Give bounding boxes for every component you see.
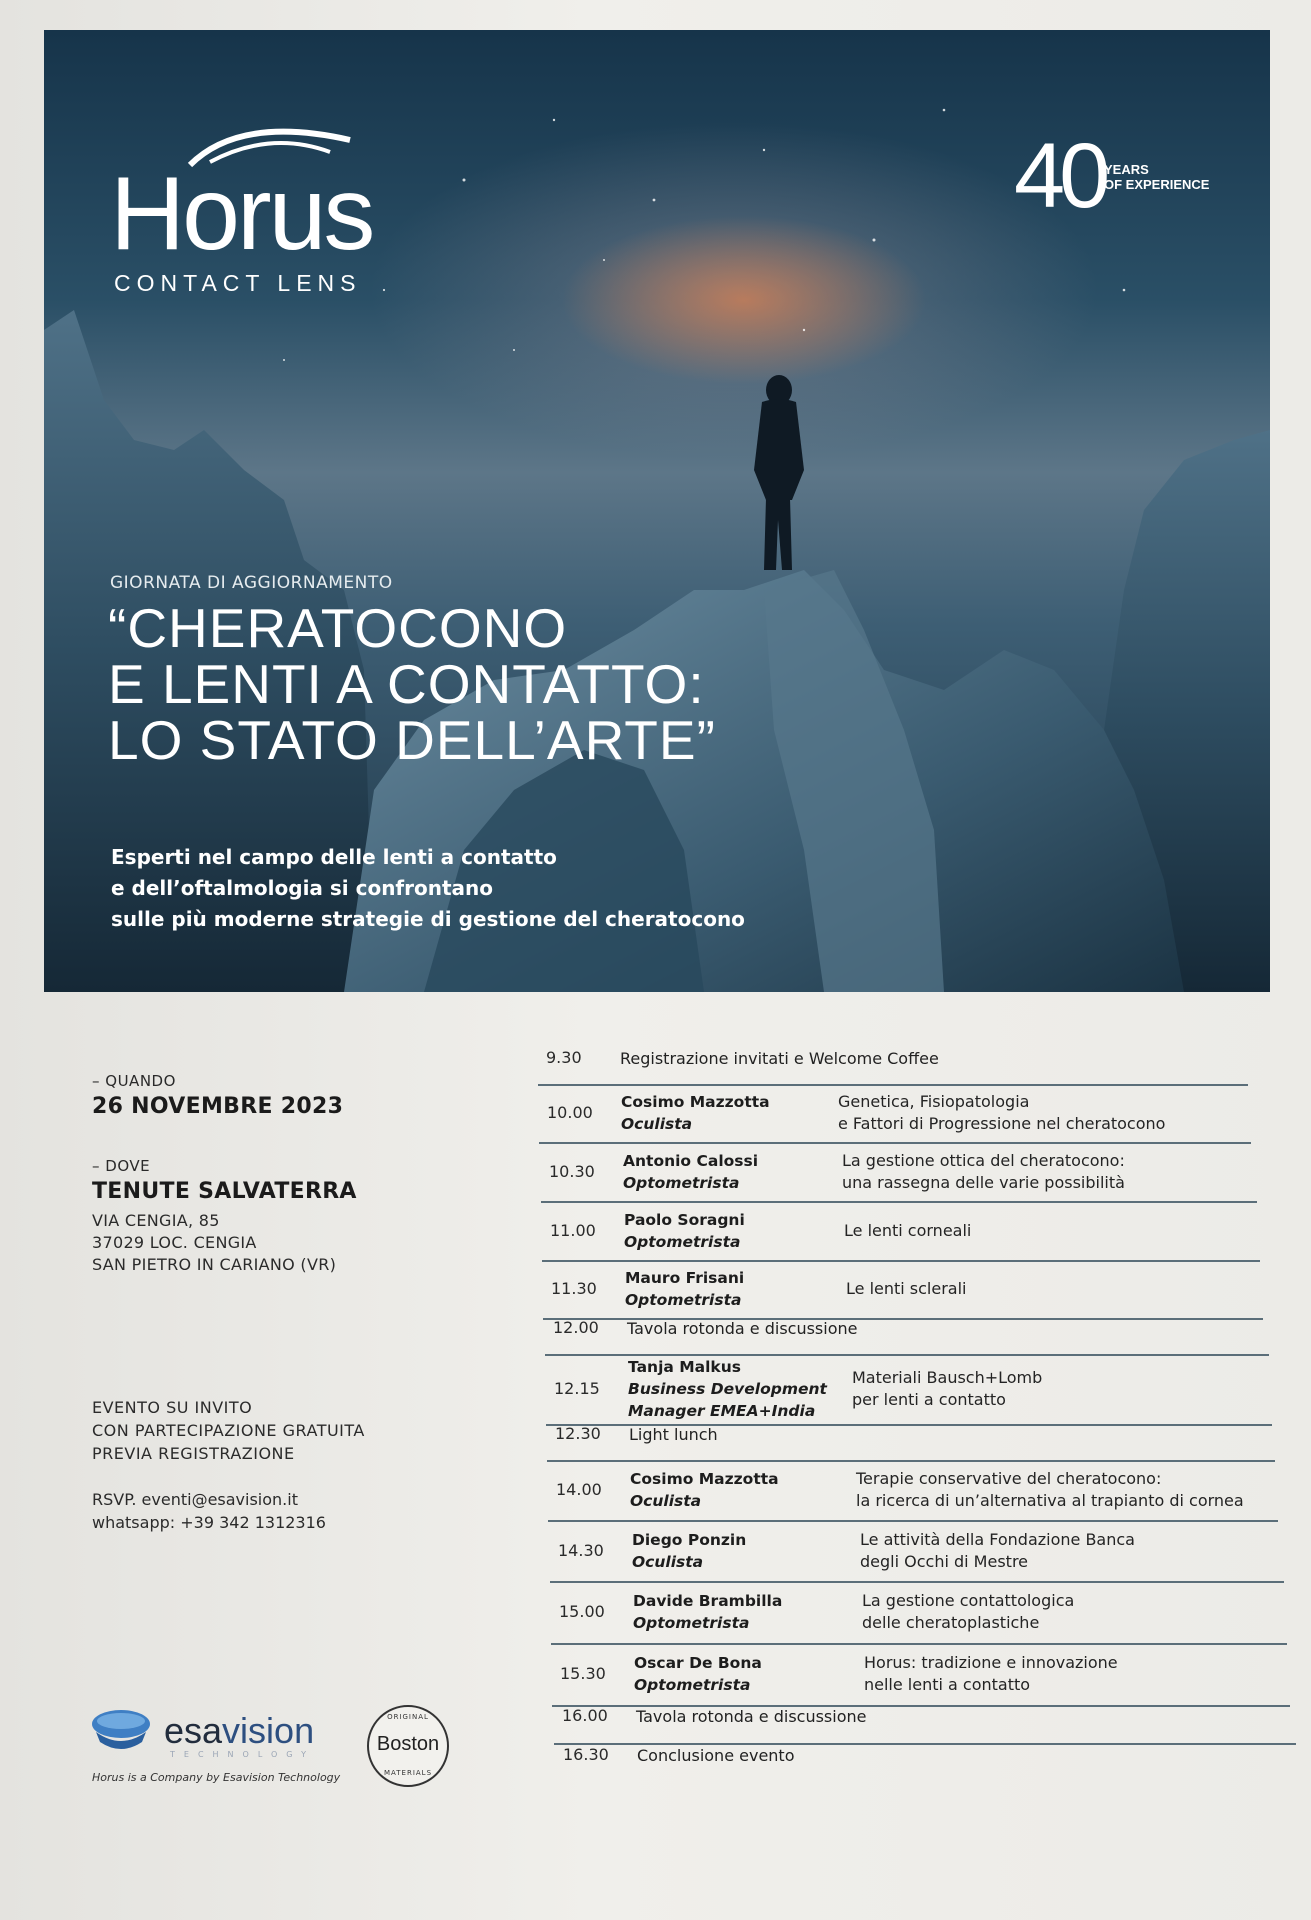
schedule-time: 11.00 (550, 1221, 596, 1240)
when-label: – QUANDO (92, 1072, 176, 1090)
schedule-time: 15.30 (560, 1664, 606, 1683)
talk-topic: Materiali Bausch+Lomb per lenti a contatto (852, 1368, 1043, 1409)
speaker-name: Paolo Soragni (624, 1211, 745, 1229)
invitation-note: EVENTO SU INVITO CON PARTECIPAZIONE GRATUITA PREVIA REGISTRAZIONE (92, 1398, 365, 1463)
speaker-block (630, 1468, 779, 1512)
talk-topic: Le lenti corneali (844, 1221, 972, 1240)
talk-topic: Genetica, Fisiopatologia e Fattori di Progressione nel cheratocono (838, 1092, 1166, 1133)
event-date: 26 NOVEMBRE 2023 (92, 1094, 344, 1119)
where-label: – DOVE (92, 1157, 151, 1175)
talk-topic: Le lenti sclerali (846, 1279, 967, 1298)
speaker-role: Optometrista (625, 1291, 742, 1309)
anniversary-text: YEARS OF EXPERIENCE (1104, 162, 1210, 192)
schedule-time: 10.00 (547, 1103, 593, 1122)
speaker-block (625, 1267, 744, 1311)
speaker-block (624, 1209, 745, 1253)
speaker-role: Oculista (632, 1553, 704, 1571)
esavision-technology-label: TECHNOLOGY (170, 1750, 315, 1759)
schedule-time: 14.30 (558, 1541, 604, 1560)
event-kicker: GIORNATA DI AGGIORNAMENTO (110, 573, 393, 593)
boston-ring-top: ORIGINAL (387, 1713, 429, 1721)
speaker-role: Optometrista (633, 1614, 750, 1632)
speaker-name: Diego Ponzin (632, 1531, 747, 1549)
schedule-description: Light lunch (629, 1425, 718, 1444)
esavision-lens-icon (90, 1706, 152, 1758)
brand-name: Horus (110, 156, 373, 272)
schedule-divider (550, 1581, 1284, 1583)
schedule-time: 15.00 (559, 1602, 605, 1621)
whatsapp-number: whatsapp: +39 342 1312316 (92, 1513, 326, 1532)
speaker-block (621, 1091, 770, 1135)
speaker-block (628, 1356, 827, 1422)
venue-name: TENUTE SALVATERRA (92, 1179, 357, 1204)
schedule-divider (538, 1084, 1248, 1086)
speaker-name: Davide Brambilla (633, 1592, 783, 1610)
rsvp-email: RSVP. eventi@esavision.it (92, 1490, 298, 1509)
esavision-wordmark: esavision (164, 1710, 315, 1751)
talk-topic: La gestione ottica del cheratocono: una rassegna delle varie possibilità (842, 1151, 1125, 1192)
schedule-time: 11.30 (551, 1279, 597, 1298)
speaker-role: Business Development (628, 1380, 827, 1398)
speaker-role: Manager EMEA+India (628, 1402, 816, 1420)
schedule-divider (541, 1201, 1257, 1203)
schedule-divider (551, 1643, 1287, 1645)
brand-subtitle: CONTACT LENS (114, 270, 362, 296)
speaker-name: Cosimo Mazzotta (630, 1470, 779, 1488)
schedule-divider (547, 1460, 1275, 1462)
schedule-time: 16.00 (562, 1706, 608, 1725)
schedule-table (0, 1050, 1311, 1810)
speaker-role: Optometrista (623, 1174, 740, 1192)
speaker-block (632, 1529, 746, 1573)
schedule-time: 12.00 (553, 1318, 599, 1337)
schedule-time: 14.00 (556, 1480, 602, 1499)
speaker-role: Optometrista (634, 1676, 751, 1694)
schedule-divider (548, 1520, 1278, 1522)
schedule-description: Registrazione invitati e Welcome Coffee (620, 1049, 939, 1068)
speaker-name: Cosimo Mazzotta (621, 1093, 770, 1111)
speaker-role: Optometrista (624, 1233, 741, 1251)
schedule-time: 9.30 (546, 1048, 582, 1067)
speaker-name: Antonio Calossi (623, 1152, 759, 1170)
schedule-description: Conclusione evento (637, 1746, 795, 1765)
venue-address: VIA CENGIA, 85 37029 LOC. CENGIA SAN PIETRO IN CARIANO (VR) (92, 1211, 337, 1274)
hero-banner (44, 30, 1270, 992)
talk-topic: La gestione contattologica delle cheratoplastiche (862, 1591, 1075, 1632)
schedule-divider (554, 1743, 1296, 1745)
boston-wordmark: Boston (376, 1733, 440, 1755)
talk-topic: Horus: tradizione e innovazione nelle lenti a contatto (864, 1653, 1118, 1694)
event-title: “CHERATOCONO E LENTI A CONTATTO: LO STATO DELL’ARTE” (108, 597, 716, 771)
schedule-time: 12.15 (554, 1379, 600, 1398)
speaker-block (633, 1590, 782, 1634)
boston-ring-bottom: MATERIALS (383, 1769, 433, 1777)
esavision-tagline: Horus is a Company by Esavision Technology (92, 1771, 341, 1784)
schedule-description: Tavola rotonda e discussione (636, 1707, 867, 1726)
speaker-block (634, 1652, 762, 1696)
speaker-role: Oculista (621, 1115, 693, 1133)
speaker-block (623, 1150, 758, 1194)
schedule-time: 12.30 (555, 1424, 601, 1443)
speaker-name: Tanja Malkus (628, 1358, 742, 1376)
schedule-description: Tavola rotonda e discussione (627, 1319, 858, 1338)
speaker-role: Oculista (630, 1492, 702, 1510)
boston-materials-seal (367, 1705, 449, 1787)
talk-topic: Le attività della Fondazione Banca degli Occhi di Mestre (860, 1530, 1135, 1571)
speaker-name: Oscar De Bona (634, 1654, 762, 1672)
schedule-divider (542, 1260, 1260, 1262)
talk-topic: Terapie conservative del cheratocono: la ricerca di un’alternativa al trapianto di cornea (856, 1469, 1244, 1510)
schedule-time: 16.30 (563, 1745, 609, 1764)
speaker-name: Mauro Frisani (625, 1269, 745, 1287)
schedule-divider (539, 1142, 1251, 1144)
anniversary-number: 40 (1014, 125, 1105, 227)
schedule-time: 10.30 (549, 1162, 595, 1181)
event-lead: Esperti nel campo delle lenti a contatto e dell’oftalmologia si confrontano sulle più moderne strategie di gestione del cheratocono (111, 845, 745, 931)
